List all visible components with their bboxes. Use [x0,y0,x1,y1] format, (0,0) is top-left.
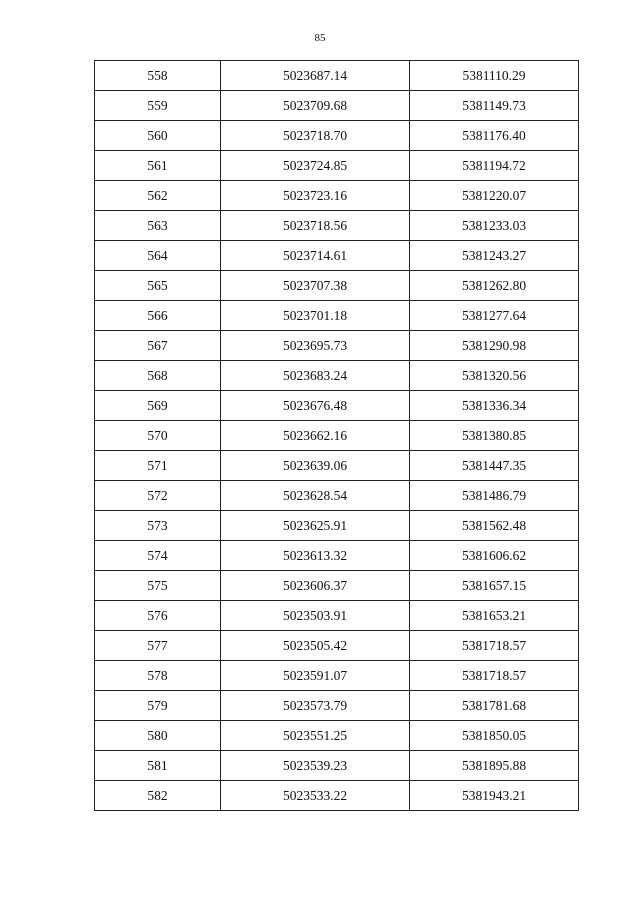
table-row [95,91,579,121]
table-row [95,211,579,241]
point-number-cell: 578 [95,661,221,691]
y-coordinate-cell: 5381233.03 [410,211,579,241]
table-row [95,661,579,691]
table-row [95,601,579,631]
y-coordinate-cell: 5381718.57 [410,631,579,661]
point-number-cell: 560 [95,121,221,151]
x-coordinate-cell: 5023718.56 [221,211,410,241]
point-number-cell: 582 [95,781,221,811]
table-row [95,181,579,211]
x-coordinate-cell: 5023606.37 [221,571,410,601]
x-coordinate-cell: 5023591.07 [221,661,410,691]
y-coordinate-cell: 5381895.88 [410,751,579,781]
x-coordinate-cell: 5023625.91 [221,511,410,541]
x-coordinate-cell: 5023707.38 [221,271,410,301]
table-row [95,631,579,661]
x-coordinate-cell: 5023676.48 [221,391,410,421]
x-coordinate-cell: 5023683.24 [221,361,410,391]
y-coordinate-cell: 5381320.56 [410,361,579,391]
point-number-cell: 574 [95,541,221,571]
x-coordinate-cell: 5023639.06 [221,451,410,481]
x-coordinate-cell: 5023695.73 [221,331,410,361]
table-row [95,331,579,361]
y-coordinate-cell: 5381562.48 [410,511,579,541]
table-row [95,61,579,91]
point-number-cell: 569 [95,391,221,421]
table-row [95,751,579,781]
point-number-cell: 573 [95,511,221,541]
y-coordinate-cell: 5381194.72 [410,151,579,181]
x-coordinate-cell: 5023718.70 [221,121,410,151]
x-coordinate-cell: 5023724.85 [221,151,410,181]
y-coordinate-cell: 5381943.21 [410,781,579,811]
point-number-cell: 568 [95,361,221,391]
y-coordinate-cell: 5381380.85 [410,421,579,451]
x-coordinate-cell: 5023687.14 [221,61,410,91]
x-coordinate-cell: 5023628.54 [221,481,410,511]
table-row [95,511,579,541]
point-number-cell: 570 [95,421,221,451]
table-body [95,61,579,811]
point-number-cell: 565 [95,271,221,301]
x-coordinate-cell: 5023539.23 [221,751,410,781]
table-row [95,541,579,571]
point-number-cell: 563 [95,211,221,241]
x-coordinate-cell: 5023503.91 [221,601,410,631]
table-row [95,361,579,391]
y-coordinate-cell: 5381718.57 [410,661,579,691]
y-coordinate-cell: 5381606.62 [410,541,579,571]
point-number-cell: 566 [95,301,221,331]
y-coordinate-cell: 5381176.40 [410,121,579,151]
point-number-cell: 581 [95,751,221,781]
point-number-cell: 559 [95,91,221,121]
x-coordinate-cell: 5023662.16 [221,421,410,451]
table-row [95,691,579,721]
point-number-cell: 558 [95,61,221,91]
y-coordinate-cell: 5381850.05 [410,721,579,751]
point-number-cell: 567 [95,331,221,361]
y-coordinate-cell: 5381336.34 [410,391,579,421]
y-coordinate-cell: 5381781.68 [410,691,579,721]
point-number-cell: 577 [95,631,221,661]
point-number-cell: 580 [95,721,221,751]
point-number-cell: 572 [95,481,221,511]
x-coordinate-cell: 5023613.32 [221,541,410,571]
y-coordinate-cell: 5381653.21 [410,601,579,631]
table-row [95,421,579,451]
y-coordinate-cell: 5381277.64 [410,301,579,331]
point-number-cell: 564 [95,241,221,271]
point-number-cell: 571 [95,451,221,481]
table-row [95,571,579,601]
x-coordinate-cell: 5023714.61 [221,241,410,271]
x-coordinate-cell: 5023505.42 [221,631,410,661]
x-coordinate-cell: 5023709.68 [221,91,410,121]
x-coordinate-cell: 5023551.25 [221,721,410,751]
table-row [95,121,579,151]
table-row [95,781,579,811]
point-number-cell: 561 [95,151,221,181]
table-row [95,301,579,331]
table-row [95,241,579,271]
y-coordinate-cell: 5381243.27 [410,241,579,271]
table-row [95,391,579,421]
table-row [95,151,579,181]
point-number-cell: 562 [95,181,221,211]
y-coordinate-cell: 5381290.98 [410,331,579,361]
point-number-cell: 575 [95,571,221,601]
point-number-cell: 579 [95,691,221,721]
y-coordinate-cell: 5381149.73 [410,91,579,121]
y-coordinate-cell: 5381110.29 [410,61,579,91]
x-coordinate-cell: 5023573.79 [221,691,410,721]
coordinates-table [94,60,579,811]
y-coordinate-cell: 5381447.35 [410,451,579,481]
x-coordinate-cell: 5023723.16 [221,181,410,211]
y-coordinate-cell: 5381657.15 [410,571,579,601]
point-number-cell: 576 [95,601,221,631]
table-row [95,271,579,301]
y-coordinate-cell: 5381262.80 [410,271,579,301]
y-coordinate-cell: 5381220.07 [410,181,579,211]
table-row [95,721,579,751]
x-coordinate-cell: 5023701.18 [221,301,410,331]
y-coordinate-cell: 5381486.79 [410,481,579,511]
page-number: 85 [314,32,326,44]
x-coordinate-cell: 5023533.22 [221,781,410,811]
table-row [95,451,579,481]
table-row [95,481,579,511]
